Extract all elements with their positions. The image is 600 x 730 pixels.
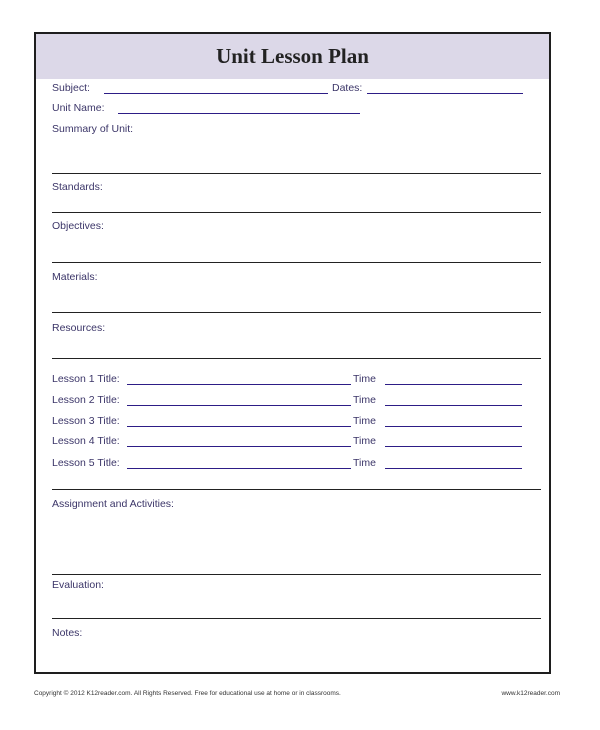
unit-name-field[interactable] bbox=[118, 113, 360, 114]
notes-label: Notes: bbox=[52, 627, 83, 639]
worksheet-page bbox=[34, 32, 551, 674]
summary-field[interactable] bbox=[52, 173, 541, 174]
lesson-5-time-label: Time bbox=[353, 457, 376, 469]
objectives-field[interactable] bbox=[52, 262, 541, 263]
lesson-5-title-field[interactable] bbox=[127, 468, 351, 469]
evaluation-label: Evaluation: bbox=[52, 579, 104, 591]
dates-field[interactable] bbox=[367, 93, 523, 94]
assignment-label: Assignment and Activities: bbox=[52, 498, 174, 510]
lesson-2-title-label: Lesson 2 Title: bbox=[52, 394, 120, 406]
page-title: Unit Lesson Plan bbox=[36, 34, 549, 79]
lesson-2-time-label: Time bbox=[353, 394, 376, 406]
lesson-1-title-label: Lesson 1 Title: bbox=[52, 373, 120, 385]
lesson-1-title-field[interactable] bbox=[127, 384, 351, 385]
objectives-label: Objectives: bbox=[52, 220, 104, 232]
lesson-3-title-label: Lesson 3 Title: bbox=[52, 415, 120, 427]
lessons-divider bbox=[52, 489, 541, 490]
lesson-2-time-field[interactable] bbox=[385, 405, 522, 406]
lesson-3-title-field[interactable] bbox=[127, 426, 351, 427]
standards-field[interactable] bbox=[52, 212, 541, 213]
materials-label: Materials: bbox=[52, 271, 98, 283]
lesson-3-time-field[interactable] bbox=[385, 426, 522, 427]
lesson-4-title-field[interactable] bbox=[127, 446, 351, 447]
standards-label: Standards: bbox=[52, 181, 103, 193]
lesson-5-title-label: Lesson 5 Title: bbox=[52, 457, 120, 469]
website-link[interactable]: www.k12reader.com bbox=[501, 690, 560, 697]
resources-label: Resources: bbox=[52, 322, 106, 334]
lesson-1-time-field[interactable] bbox=[385, 384, 522, 385]
lesson-1-time-label: Time bbox=[353, 373, 376, 385]
subject-field[interactable] bbox=[104, 93, 328, 94]
lesson-2-title-field[interactable] bbox=[127, 405, 351, 406]
lesson-3-time-label: Time bbox=[353, 415, 376, 427]
resources-field[interactable] bbox=[52, 358, 541, 359]
summary-label: Summary of Unit: bbox=[52, 123, 134, 135]
lesson-4-time-label: Time bbox=[353, 435, 376, 447]
copyright-text: Copyright © 2012 K12reader.com. All Rights Reserved. Free for educational use at home or in classrooms. bbox=[34, 690, 341, 697]
unit-name-label: Unit Name: bbox=[52, 102, 105, 114]
dates-label: Dates: bbox=[332, 82, 363, 94]
lesson-5-time-field[interactable] bbox=[385, 468, 522, 469]
lesson-4-time-field[interactable] bbox=[385, 446, 522, 447]
evaluation-field[interactable] bbox=[52, 618, 541, 619]
assignment-field[interactable] bbox=[52, 574, 541, 575]
lesson-4-title-label: Lesson 4 Title: bbox=[52, 435, 120, 447]
subject-label: Subject: bbox=[52, 82, 90, 94]
materials-field[interactable] bbox=[52, 312, 541, 313]
